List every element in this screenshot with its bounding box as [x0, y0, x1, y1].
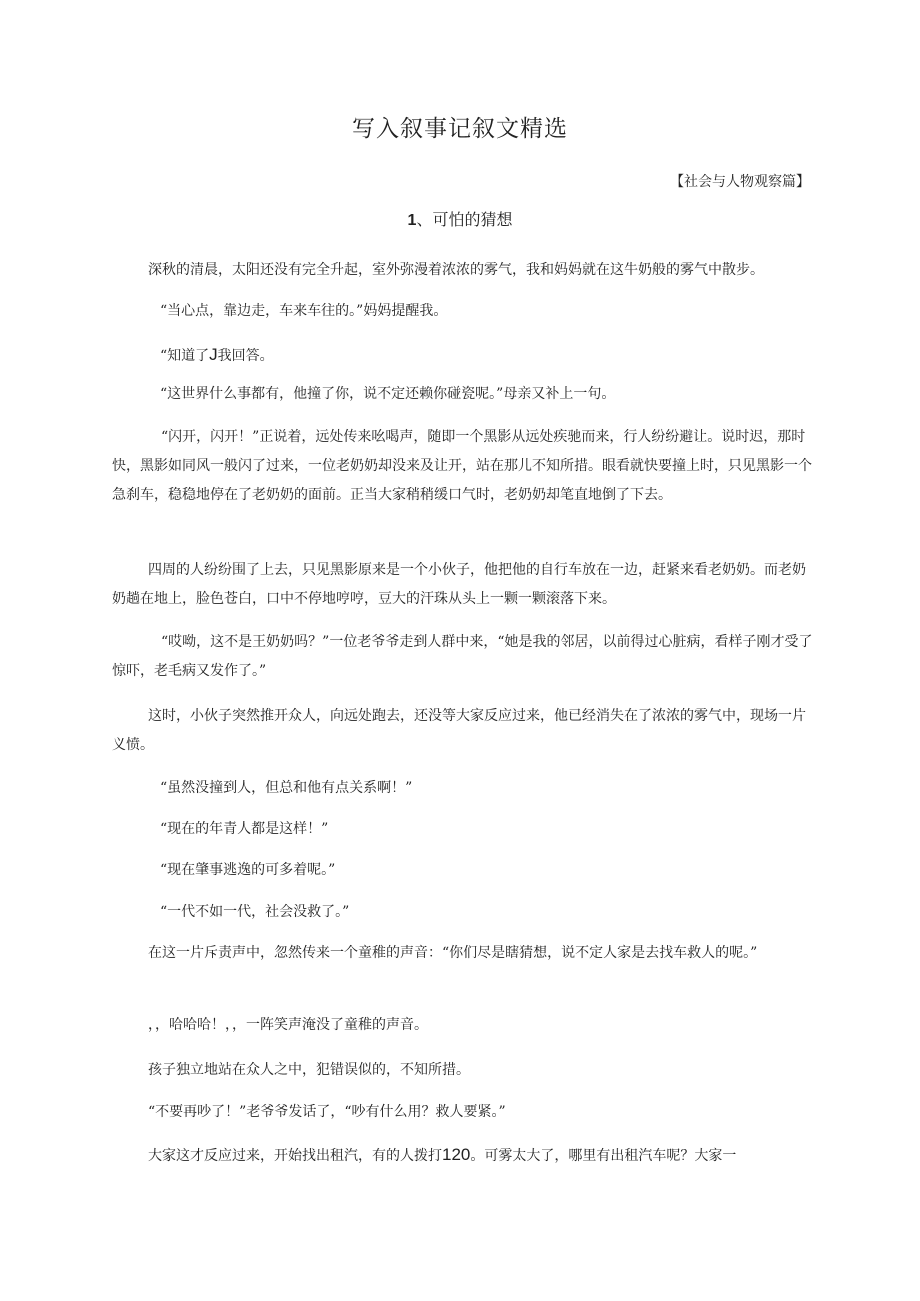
section-number: 1 — [407, 212, 417, 229]
paragraph-8: 这时，小伙子突然推开众人，向远处跑去，还没等大家反应过来，他已经消失在了浓浓的雾气中，现场一片义愤。 — [112, 708, 806, 753]
paragraph-10: “现在的年青人都是这样！” — [160, 821, 329, 837]
paragraph-16: “不要再吵了！”老爷爷发话了，“吵有什么用？救人要紧。” — [148, 1104, 506, 1120]
paragraph-7: “哎呦，这不是王奶奶吗？”一位老爷爷走到人群中来，“她是我的邻居，以前得过心脏病，看样子刚才受了惊吓，老毛病又发作了。” — [112, 634, 813, 679]
section-title: 、可怕的猜想 — [416, 210, 513, 229]
inline-letter: J — [209, 345, 218, 364]
paragraph-14: ，，哈哈哈！，，一阵笑声淹没了童稚的声音。 — [148, 1017, 428, 1033]
paragraph-3-text-a: “知道了 — [160, 348, 210, 364]
paragraph-4: “这世界什么事都有，他撞了你，说不定还赖你碰瓷呢。”母亲又补上一句。 — [160, 386, 616, 402]
paragraph-15: 孩子独立地站在众人之中，犯错误似的，不知所措。 — [148, 1062, 470, 1078]
paragraph-3 — [112, 340, 816, 371]
paragraph-11: “现在肇事逃逸的可多着呢。” — [160, 862, 336, 878]
category-label: 【社会与人物观察篇】 — [670, 174, 810, 190]
document-title: 写入叙事记叙文精选 — [352, 116, 568, 142]
paragraph-1: 深秋的清晨，太阳还没有完全升起，室外弥漫着浓浓的雾气，我和妈妈就在这牛奶般的雾气中散步。 — [148, 262, 764, 278]
paragraph-17 — [112, 1140, 816, 1171]
paragraph-9: “虽然没撞到人，但总和他有点关系啊！” — [160, 780, 413, 796]
paragraph-13: 在这一片斥责声中，忽然传来一个童稚的声音：“你们尽是瞎猜想，说不定人家是去找车救人的呢。” — [148, 945, 758, 961]
paragraph-17-text-b: 。可雾太大了，哪里有出租汽车呢？大家一 — [470, 1148, 737, 1164]
paragraph-6: 四周的人纷纷围了上去，只见黑影原来是一个小伙子，他把他的自行车放在一边，赶紧来看老奶奶。而老奶奶趟在地上，脸色苍白，口中不停地哼哼，豆大的汗珠从头上一颗一颗滚落下来。 — [112, 562, 806, 607]
paragraph-12: “一代不如一代，社会没救了。” — [160, 904, 350, 920]
section-heading — [0, 208, 920, 233]
paragraph-3-text-b: 我回答。 — [217, 348, 274, 364]
paragraph-5: “闪开，闪开！”正说着，远处传来吆喝声，随即一个黑影从远处疾驰而来，行人纷纷避让。说时迟，那时快，黑影如同风一般闪了过来，一位老奶奶却没来及让开，站在那儿不知所措。眼看就快要撞上时，只见黑影一个急刹车，稳稳地停在了老奶奶的面前。正当大家稍稍缓口气时，老奶奶却笔直地倒了下去。 — [112, 429, 812, 503]
paragraph-2: “当心点，靠边走，车来车往的。”妈妈提醒我。 — [160, 303, 448, 319]
paragraph-17-text-a: 大家这才反应过来，开始找出租汽，有的人拨打 — [148, 1148, 442, 1164]
phone-number: 120 — [442, 1145, 471, 1164]
